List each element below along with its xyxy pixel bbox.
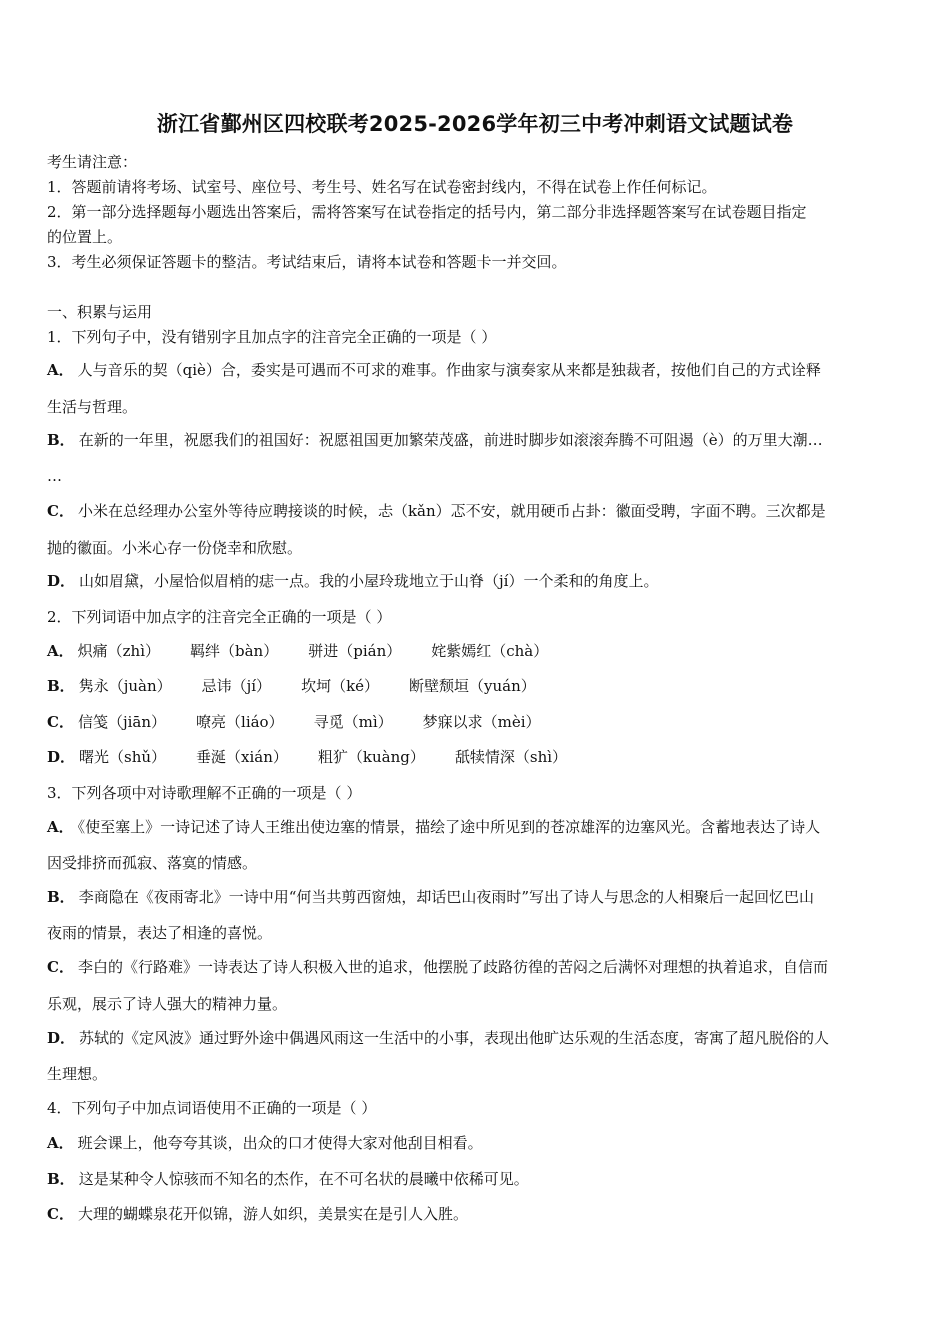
option-label: B． [47, 888, 75, 906]
option-text: 小米在总经理办公室外等待应聘接谈的时候，忐（kǎn）忑不安，就用硬币占卦：徽面受聘，字面不聘。三次都是 [77, 502, 826, 520]
question-4-option-a [47, 1133, 483, 1153]
question-3-option-a-cont: 因受排挤而孤寂、落寞的情感。 [47, 854, 258, 872]
question-1-stem: 1．下列句子中，没有错别字且加点字的注音完全正确的一项是（ ） [47, 328, 497, 346]
word-item: 坎坷（ké） [301, 677, 380, 695]
option-label: C． [47, 958, 74, 976]
option-text: 山如眉黛，小屋恰似眉梢的痣一点。我的小屋玲珑地立于山脊（jí）一个柔和的角度上。 [79, 572, 659, 590]
option-text: 人与音乐的契（qiè）合，委实是可遇而不可求的难事。作曲家与演奏家从来都是独裁者，按他们自己的方式诠释 [77, 361, 821, 379]
notice-heading: 考生请注意： [47, 153, 138, 171]
option-text: 李白的《行路难》一诗表达了诗人积极入世的追求，他摆脱了歧路彷徨的苦闷之后满怀对理想的执着追求，自信而 [77, 958, 828, 976]
question-1-option-c [47, 501, 826, 521]
option-label: B． [47, 431, 75, 449]
notice-item-2-cont: 的位置上。 [47, 228, 123, 246]
question-1-option-a-cont: 生活与哲理。 [47, 398, 138, 416]
word-item: 炽痛（zhì） [77, 642, 161, 660]
option-text: 《使至塞上》一诗记述了诗人王维出使边塞的情景，描绘了途中所见到的苍凉雄浑的边塞风光。含蓄地表达了诗人 [77, 818, 821, 836]
question-3-option-a [47, 817, 820, 837]
option-text: 苏轼的《定风波》通过野外途中偶遇风雨这一生活中的小事，表现出他旷达乐观的生活态度，寄寓了超凡脱俗的人 [79, 1029, 830, 1047]
question-2-option-b [47, 676, 536, 696]
option-label: D． [47, 572, 76, 590]
word-item: 信笺（jiān） [77, 713, 167, 731]
option-label: A． [47, 818, 74, 836]
option-label: C． [47, 713, 74, 731]
word-item: 舐犊情深（shì） [454, 748, 568, 766]
question-2-option-c [47, 712, 541, 732]
question-3-option-c [47, 957, 828, 977]
word-item: 曙光（shǔ） [79, 748, 167, 766]
word-item: 垂涎（xián） [196, 748, 288, 766]
question-3-stem: 3．下列各项中对诗歌理解不正确的一项是（ ） [47, 784, 362, 802]
option-text: 班会课上，他夸夸其谈，出众的口才使得大家对他刮目相看。 [77, 1134, 483, 1152]
notice-item-3: 3．考生必须保证答题卡的整洁。考试结束后，请将本试卷和答题卡一并交回。 [47, 253, 567, 271]
question-1-option-d [47, 571, 658, 591]
word-item: 骈进（pián） [308, 642, 402, 660]
option-label: A． [47, 361, 74, 379]
option-text: 李商隐在《夜雨寄北》一诗中用“何当共剪西窗烛，却话巴山夜雨时”写出了诗人与思念的人相聚后一起回忆巴山 [78, 888, 815, 906]
word-item: 姹紫嫣红（chà） [431, 642, 549, 660]
word-item: 断壁颓垣（yuán） [409, 677, 536, 695]
question-4-stem: 4．下列句子中加点词语使用不正确的一项是（ ） [47, 1099, 377, 1117]
option-text: 在新的一年里，祝愿我们的祖国好：祝愿祖国更加繁荣茂盛，前进时脚步如滚滚奔腾不可阻遏（è）的万里大潮… [78, 431, 823, 449]
question-3-option-b [47, 887, 814, 907]
question-3-option-d [47, 1028, 829, 1048]
question-2-stem: 2．下列词语中加点字的注音完全正确的一项是（ ） [47, 608, 392, 626]
option-label: A． [47, 642, 74, 660]
question-2-option-a [47, 641, 548, 661]
option-label: C． [47, 1205, 74, 1223]
section-heading: 一、积累与运用 [47, 303, 153, 321]
question-1-option-b-cont: … [47, 467, 62, 485]
option-text: 这是某种令人惊骇而不知名的杰作，在不可名状的晨曦中依稀可见。 [78, 1170, 529, 1188]
word-item: 梦寐以求（mèi） [422, 713, 541, 731]
question-3-option-c-cont: 乐观，展示了诗人强大的精神力量。 [47, 995, 288, 1013]
question-1-option-a [47, 360, 821, 380]
question-1-option-c-cont: 抛的徽面。小米心存一份侥幸和欣慰。 [47, 539, 303, 557]
word-item: 寻觅（mì） [313, 713, 393, 731]
option-label: D． [47, 748, 76, 766]
word-item: 粗犷（kuàng） [317, 748, 425, 766]
option-label: D． [47, 1029, 76, 1047]
option-label: B． [47, 1170, 75, 1188]
question-3-option-b-cont: 夜雨的情景，表达了相逢的喜悦。 [47, 924, 273, 942]
exam-title: 浙江省鄞州区四校联考2025-2026学年初三中考冲刺语文试题试卷 [156, 112, 794, 136]
question-3-option-d-cont: 生理想。 [47, 1065, 108, 1083]
question-4-option-b [47, 1169, 529, 1189]
option-label: C． [47, 502, 74, 520]
notice-item-1: 1．答题前请将考场、试室号、座位号、考生号、姓名写在试卷密封线内，不得在试卷上作任何标记。 [47, 178, 717, 196]
word-item: 嘹亮（liáo） [196, 713, 284, 731]
word-item: 隽永（juàn） [78, 677, 172, 695]
option-text: 大理的蝴蝶泉花开似锦，游人如织，美景实在是引人入胜。 [77, 1205, 468, 1223]
notice-item-2: 2．第一部分选择题每小题选出答案后，需将答案写在试卷指定的括号内，第二部分非选择题答案写在试卷题目指定 [47, 203, 807, 221]
word-item: 忌讳（jí） [201, 677, 272, 695]
question-1-option-b [47, 430, 823, 450]
word-item: 羁绊（bàn） [190, 642, 279, 660]
question-2-option-d [47, 747, 567, 767]
option-label: A． [47, 1134, 74, 1152]
option-label: B． [47, 677, 75, 695]
question-4-option-c [47, 1204, 468, 1224]
